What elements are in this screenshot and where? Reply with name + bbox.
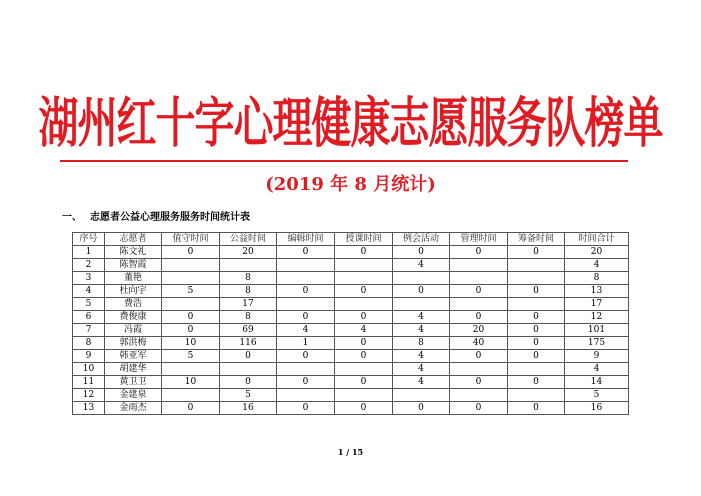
table-cell: 黄卫卫 — [105, 376, 162, 389]
table-cell: 20 — [565, 246, 629, 259]
table-cell: 8 — [220, 272, 277, 285]
table-cell — [277, 389, 335, 402]
table-cell — [277, 363, 335, 376]
table-cell: 4 — [277, 324, 335, 337]
section-heading — [62, 211, 250, 225]
table-cell: 0 — [162, 311, 220, 324]
table-cell: 董艳 — [105, 272, 162, 285]
table-cell: 4 — [393, 363, 450, 376]
table-cell: 0 — [450, 285, 508, 298]
section-number: 一、 — [62, 212, 82, 223]
table-cell: 12 — [73, 389, 105, 402]
table-cell — [335, 363, 393, 376]
table-cell: 0 — [508, 246, 565, 259]
table-row — [73, 389, 629, 402]
page-title: 湖州红十字心理健康志愿服务队榜单 — [38, 92, 663, 155]
table-cell: 0 — [393, 285, 450, 298]
table-cell — [277, 298, 335, 311]
table-cell: 0 — [450, 402, 508, 415]
table-row — [73, 246, 629, 259]
table-cell: 0 — [335, 246, 393, 259]
table-cell: 0 — [393, 246, 450, 259]
table-cell: 4 — [393, 350, 450, 363]
table-cell: 0 — [450, 376, 508, 389]
table-cell: 0 — [277, 285, 335, 298]
table-cell — [450, 298, 508, 311]
table-row — [73, 272, 629, 285]
table-cell: 0 — [508, 402, 565, 415]
table-cell: 40 — [450, 337, 508, 350]
table-cell: 0 — [450, 246, 508, 259]
column-header: 筹备时间 — [508, 233, 565, 246]
table-cell — [162, 389, 220, 402]
table-cell: 5 — [162, 350, 220, 363]
table-cell — [335, 259, 393, 272]
table-cell — [335, 389, 393, 402]
table-cell: 0 — [335, 402, 393, 415]
table-row — [73, 376, 629, 389]
table-cell: 0 — [335, 311, 393, 324]
table-cell: 16 — [220, 402, 277, 415]
column-header: 志愿者 — [105, 233, 162, 246]
table-cell: 9 — [73, 350, 105, 363]
table-cell — [277, 272, 335, 285]
table-cell: 8 — [220, 311, 277, 324]
table-cell: 0 — [162, 402, 220, 415]
table-cell: 10 — [162, 376, 220, 389]
table-cell: 8 — [393, 337, 450, 350]
table-cell: 胡建华 — [105, 363, 162, 376]
table-cell — [508, 272, 565, 285]
table-cell: 8 — [565, 272, 629, 285]
table-cell: 0 — [335, 376, 393, 389]
table-cell: 金建泉 — [105, 389, 162, 402]
table-cell: 冯霞 — [105, 324, 162, 337]
table-cell: 4 — [565, 259, 629, 272]
table-cell: 0 — [450, 350, 508, 363]
table-cell: 2 — [73, 259, 105, 272]
title-divider — [60, 160, 628, 162]
table-cell: 5 — [220, 389, 277, 402]
table-row — [73, 324, 629, 337]
table-cell — [450, 272, 508, 285]
table-row — [73, 402, 629, 415]
volunteer-hours-table — [72, 232, 629, 415]
table-cell — [393, 298, 450, 311]
table-cell: 费浩 — [105, 298, 162, 311]
table-row — [73, 285, 629, 298]
table-row — [73, 337, 629, 350]
table-row — [73, 363, 629, 376]
table-cell: 0 — [508, 324, 565, 337]
table-cell — [162, 363, 220, 376]
table-cell: 0 — [335, 337, 393, 350]
table-row — [73, 298, 629, 311]
table-cell: 4 — [393, 311, 450, 324]
table-cell: 金雨杰 — [105, 402, 162, 415]
table-cell: 0 — [508, 350, 565, 363]
table-cell: 0 — [508, 337, 565, 350]
section-title: 志愿者公益心理服务服务时间统计表 — [90, 212, 250, 223]
table-cell: 0 — [508, 311, 565, 324]
table-cell: 0 — [162, 246, 220, 259]
column-header: 授课时间 — [335, 233, 393, 246]
table-cell: 陈智霞 — [105, 259, 162, 272]
table-cell — [335, 272, 393, 285]
column-header: 管理时间 — [450, 233, 508, 246]
table-cell — [335, 298, 393, 311]
table-row — [73, 350, 629, 363]
table-cell: 13 — [73, 402, 105, 415]
table-cell: 175 — [565, 337, 629, 350]
table-cell: 8 — [73, 337, 105, 350]
table-cell — [508, 259, 565, 272]
table-cell — [393, 272, 450, 285]
table-cell: 7 — [73, 324, 105, 337]
table-cell: 0 — [162, 324, 220, 337]
table-cell — [450, 363, 508, 376]
column-header: 例会活动 — [393, 233, 450, 246]
table-cell: 0 — [508, 376, 565, 389]
table-cell: 4 — [73, 285, 105, 298]
table-cell — [277, 259, 335, 272]
table-row — [73, 311, 629, 324]
table-cell — [508, 298, 565, 311]
table-cell: 10 — [73, 363, 105, 376]
table-cell: 费俊康 — [105, 311, 162, 324]
table-cell: 11 — [73, 376, 105, 389]
table-header-row — [73, 233, 629, 246]
column-header: 公益时间 — [220, 233, 277, 246]
table-cell: 101 — [565, 324, 629, 337]
page-subtitle: (2019 年 8 月统计) — [265, 174, 436, 195]
table-cell: 5 — [565, 389, 629, 402]
column-header: 序号 — [73, 233, 105, 246]
table-cell — [508, 363, 565, 376]
table-cell — [450, 259, 508, 272]
table-row — [73, 259, 629, 272]
table-cell — [220, 363, 277, 376]
table-cell: 6 — [73, 311, 105, 324]
table-cell — [162, 272, 220, 285]
table-cell: 0 — [508, 285, 565, 298]
table-cell: 韩亚军 — [105, 350, 162, 363]
table-cell: 0 — [277, 350, 335, 363]
table-cell: 0 — [277, 246, 335, 259]
column-header: 时间合计 — [565, 233, 629, 246]
table-cell: 0 — [277, 402, 335, 415]
table-cell: 4 — [565, 363, 629, 376]
table-cell: 1 — [73, 246, 105, 259]
table-cell: 20 — [450, 324, 508, 337]
table-cell — [162, 259, 220, 272]
table-cell: 0 — [335, 285, 393, 298]
table-cell: 14 — [565, 376, 629, 389]
table-cell: 4 — [393, 376, 450, 389]
table-cell: 0 — [277, 311, 335, 324]
table-cell: 17 — [565, 298, 629, 311]
table-cell: 10 — [162, 337, 220, 350]
table-cell — [508, 389, 565, 402]
table-cell: 0 — [335, 350, 393, 363]
table-cell — [220, 259, 277, 272]
table-cell: 0 — [220, 350, 277, 363]
column-header: 值守时间 — [162, 233, 220, 246]
table-cell: 116 — [220, 337, 277, 350]
table-cell: 5 — [73, 298, 105, 311]
page-number: 1 / 15 — [337, 447, 364, 457]
table-cell: 0 — [450, 311, 508, 324]
table-cell: 陈文礼 — [105, 246, 162, 259]
table-cell: 16 — [565, 402, 629, 415]
table-cell: 8 — [220, 285, 277, 298]
table-cell: 0 — [393, 402, 450, 415]
table-cell — [450, 389, 508, 402]
table-cell: 4 — [393, 259, 450, 272]
table-cell: 0 — [277, 376, 335, 389]
table-cell: 1 — [277, 337, 335, 350]
table-cell: 69 — [220, 324, 277, 337]
table-cell: 9 — [565, 350, 629, 363]
table-cell: 4 — [335, 324, 393, 337]
table-cell: 郭洪梅 — [105, 337, 162, 350]
table-cell — [162, 298, 220, 311]
table-cell: 12 — [565, 311, 629, 324]
table-cell: 17 — [220, 298, 277, 311]
table-cell: 4 — [393, 324, 450, 337]
table-cell: 5 — [162, 285, 220, 298]
table-cell: 杜向宇 — [105, 285, 162, 298]
column-header: 编辑时间 — [277, 233, 335, 246]
table-cell: 0 — [220, 376, 277, 389]
table-cell — [393, 389, 450, 402]
table-cell: 20 — [220, 246, 277, 259]
table-cell: 13 — [565, 285, 629, 298]
table-cell: 3 — [73, 272, 105, 285]
